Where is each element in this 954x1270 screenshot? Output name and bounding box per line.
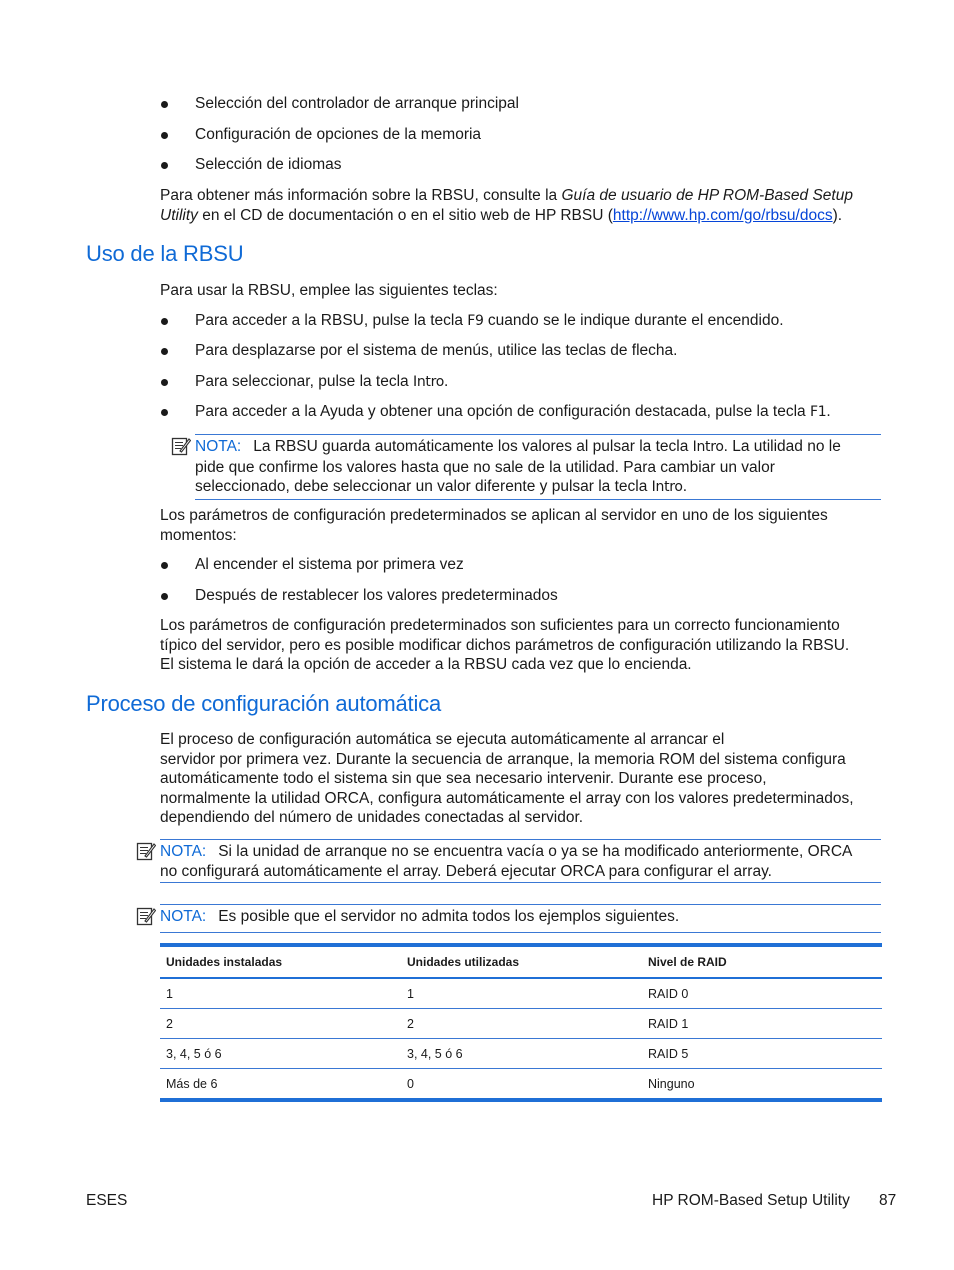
table-cell: 1	[401, 978, 642, 1009]
section2-paragraph: El proceso de configuración automática se ejecuta automáticamente al arrancar el servidor por primera vez. Durante la secuencia de arranque, la memoria ROM del sistema configura automáticamente todo el sistema sin que sea necesario intervenir. Durante ese proceso, normalmente la utilidad ORCA, configura automáticamente el array con los valores predeterminados, dependiendo del número de unidades conectadas al servidor.	[160, 731, 854, 826]
footer-title: HP ROM-Based Setup Utility	[652, 1192, 850, 1209]
table-cell: RAID 5	[642, 1039, 882, 1069]
key-f1: F1	[809, 404, 827, 420]
bullet-icon	[161, 348, 168, 355]
note-box: NOTA: Es posible que el servidor no admita todos los ejemplos siguientes.	[160, 904, 881, 933]
table-cell: 2	[401, 1009, 642, 1039]
table-row	[160, 1039, 882, 1069]
note-label: NOTA:	[160, 908, 207, 925]
raid-table	[160, 943, 882, 1102]
bullet-icon	[161, 132, 168, 139]
section1-intro: Para usar la RBSU, emplee las siguientes teclas:	[160, 282, 498, 299]
note-icon	[171, 436, 191, 456]
table-cell: Ninguno	[648, 1076, 695, 1091]
section-heading-uso-rbsu: Uso de la RBSU	[86, 241, 244, 266]
table-cell: 2	[160, 1009, 401, 1039]
note-label: NOTA:	[160, 843, 207, 860]
bullet-icon	[161, 379, 168, 386]
rbsu-docs-link[interactable]: http://www.hp.com/go/rbsu/docs	[612, 206, 833, 224]
table-cell: RAID 1	[642, 1009, 882, 1039]
bullet-icon	[161, 562, 168, 569]
info-paragraph: Para obtener más información sobre la RBSU, consulte la Guía de usuario de HP ROM-Based Setup Utility en el CD de documentación o en el sitio web de HP RBSU (http://www.hp.com/go/rbsu/docs).	[160, 187, 853, 224]
table-row	[160, 1009, 882, 1039]
table-cell: Más de 6	[166, 1076, 218, 1091]
note-box: NOTA: La RBSU guarda automáticamente los valores al pulsar la tecla Intro. La utilidad no le pide que confirme los valores hasta que no sale de la utilidad. Para cambiar un valor seleccionado, debe seleccionar un valor diferente y pulsar la tecla Intro.	[195, 434, 881, 500]
key-intro: Intro	[412, 374, 444, 390]
page-number: 87	[879, 1192, 897, 1209]
table-row	[160, 978, 882, 1009]
note-label: NOTA:	[195, 438, 242, 455]
table-cell: RAID 0	[642, 978, 882, 1009]
table-cell: 0	[407, 1076, 414, 1091]
footer-locale: ESES	[86, 1192, 128, 1209]
column-header: Unidades instaladas	[160, 945, 401, 978]
key-f9: F9	[467, 313, 484, 329]
table-header-row	[160, 945, 882, 978]
section-heading-configuracion-automatica: Proceso de configuración automática	[86, 691, 441, 716]
params-intro: Los parámetros de configuración predeterminados se aplican al servidor en uno de los siguientes momentos:	[160, 507, 828, 544]
column-header: Nivel de RAID	[642, 945, 882, 978]
table-cell: 3, 4, 5 ó 6	[401, 1039, 642, 1069]
note-icon	[136, 906, 156, 926]
bullet-icon	[161, 101, 168, 108]
bullet-icon	[161, 593, 168, 600]
bullet-icon	[161, 318, 168, 325]
bullet-icon	[161, 162, 168, 169]
table-row	[160, 1069, 882, 1101]
table-cell: 3, 4, 5 ó 6	[160, 1039, 401, 1069]
bullet-icon	[161, 409, 168, 416]
note-box: NOTA: Si la unidad de arranque no se encuentra vacía o ya se ha modificado anteriormente, ORCA no configurará automáticamente el array. Deberá ejecutar ORCA para configurar el array.	[160, 839, 881, 883]
table-cell: 1	[160, 978, 401, 1009]
note-icon	[136, 841, 156, 861]
closing-paragraph: Los parámetros de configuración predeterminados son suficientes para un correcto funcionamiento típico del servidor, pero es posible modificar dichos parámetros de configuración utilizando la RBSU. El sistema le dará la opción de acceder a la RBSU cada vez que lo encienda.	[160, 617, 850, 673]
column-header: Unidades utilizadas	[401, 945, 642, 978]
